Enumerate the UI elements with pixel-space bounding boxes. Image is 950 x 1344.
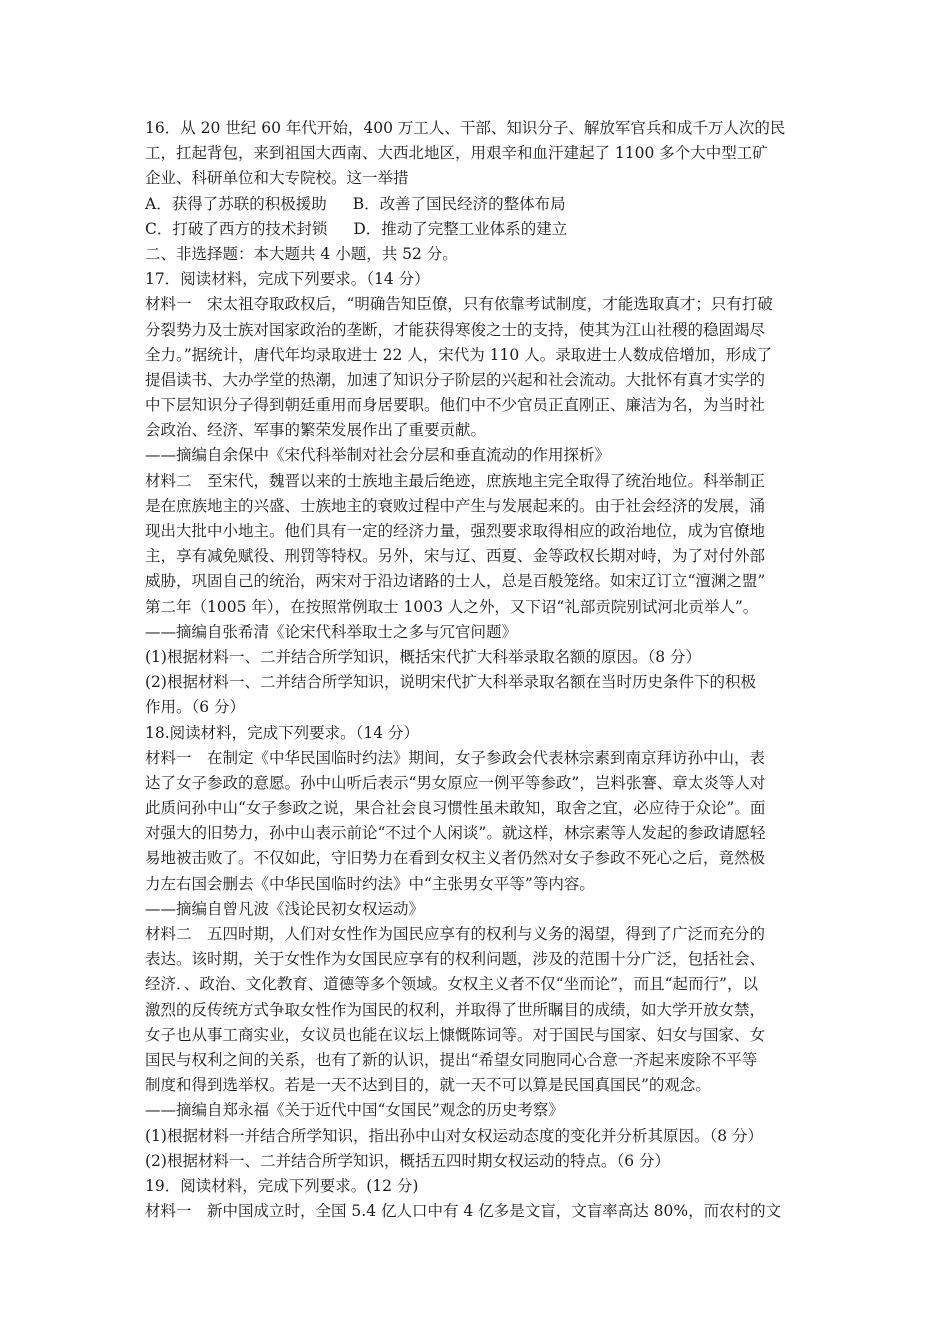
q18-material2-line: 经济．、政治、文化教育、道德等多个领域。女权主义者不仅“坐而论”，而且“起而行”，以 [145,975,758,994]
q16-stem-line: 工，扛起背包，来到祖国大西南、大西北地区，用艰辛和血汗建起了 1100 多个大中型工矿 [145,144,768,163]
q18-material1-line: 此质问孙中山“女子参政之说，果合社会良习惯性虽未敢知，取舍之宜，必应待于众论”。面 [145,799,766,818]
q17-material2-line: 材料二 至宋代，魏晋以来的士族地主最后绝迹，庶族地主完全取得了统治地位。科举制正 [145,471,766,490]
q16-option-a: A．获得了苏联的积极援助 [145,194,327,213]
page-content [145,116,845,1224]
q17-title: 17．阅读材料，完成下列要求。（14 分） [145,270,430,289]
q19-title: 19．阅读材料，完成下列要求。(12 分) [145,1176,419,1195]
q17-material1-line: 分裂势力及士族对国家政治的垄断，才能获得寒俊之士的支持，使其为江山社稷的稳固竭尽 [145,320,766,339]
q17-material2-line: 威胁，巩固自己的统治，两宋对于沿边诸路的士人，总是百般笼络。如宋辽订立“澶渊之盟” [145,572,766,591]
q17-material1-line: 全力。”据统计，唐代年均录取进士 22 人，宋代为 110 人。录取进士人数成倍增加，形成了 [145,345,773,364]
q17-material1-line: 提倡读书、大办学堂的热潮，加速了知识分子阶层的兴起和社会流动。大批怀有真才实学的 [145,370,766,389]
q18-material2-line: 表达。该时期，关于女性作为女国民应享有的权利问题，涉及的范围十分广泛，包括社会、 [145,950,766,969]
q18-material1-line: 对强大的旧势力，孙中山表示前论“不过个人闲谈”。就这样，林宗素等人发起的参政请愿轻 [145,824,766,843]
q18-requirement-1: (1)根据材料一并结合所学知识，指出孙中山对女权运动态度的变化并分析其原因。（8 分） [145,1126,763,1145]
q17-material1-line: 中下层知识分子得到朝廷重用而身居要职。他们中不少官员正直刚正、廉洁为名，为当时社 [145,396,766,415]
q16-option-b: B．改善了国民经济的整体布局 [352,194,566,213]
q17-material1-line: 会政治、经济、军事的繁荣发展作出了重要贡献。 [145,421,487,440]
q18-material1-line: 材料一 在制定《中华民国临时约法》期间，女子参政会代表林宗素到南京拜访孙中山，表 [145,748,766,767]
q18-title: 18.阅读材料，完成下列要求。（14 分） [145,723,420,742]
q17-material2-line: 第二年（1005 年），在按照常例取士 1003 人之外，又下诏“礼部贡院别试河北贡举人”。 [145,597,759,616]
q16-options-cd [145,217,845,242]
q17-material2-line: 主，享有减免赋役、刑罚等特权。另外，宋与辽、西夏、金等政权长期对峙，为了对付外部 [145,547,766,566]
q18-material2-line: 女子也从事工商实业，女议员也能在议坛上慷慨陈词等。对于国民与国家、妇女与国家、女 [145,1025,766,1044]
q16-stem-line: 企业、科研单位和大专院校。这一举措 [145,169,409,188]
q16-option-d: D．推动了完整工业体系的建立 [353,219,568,238]
q16-stem-line: 16．从 20 世纪 60 年代开始，400 万工人、干部、知识分子、解放军官兵和成千万人次的民 [145,119,786,137]
q18-source1: ——摘编自曾凡波《浅论民初女权运动》 [145,899,425,918]
q18-material1-line: 力左右国会删去《中华民国临时约法》中“主张男女平等”等内容。 [145,874,595,893]
q17-material2-line: 现出大批中小地主。他们具有一定的经济力量，强烈要求取得相应的政治地位，成为官僚地 [145,522,766,540]
q18-material1-line: 达了女子参政的意愿。孙中山听后表示“男女原应一例平等参政”，岂料张謇、章太炎等人对 [145,773,766,792]
q16-option-c: C．打破了西方的技术封锁 [145,219,328,238]
q19-material1-line: 材料一 新中国成立时，全国 5.4 亿人口中有 4 亿多是文盲，文盲率高达 80%，而农村的文 [145,1202,782,1221]
q16-options-ab [145,192,845,217]
q18-material2-line: 激烈的反传统方式争取女性作为国民的权利，并取得了世所瞩目的成绩，如大学开放女禁， [145,1000,766,1019]
q18-requirement-2: (2)根据材料一、二并结合所学知识，概括五四时期女权运动的特点。（6 分） [145,1151,670,1170]
q17-requirement-1: (1)根据材料一、二并结合所学知识，概括宋代扩大科举录取名额的原因。（8 分） [145,647,701,666]
section2-heading: 二、非选择题：本大题共 4 小题，共 52 分。 [145,244,458,263]
q17-source1: ——摘编自余保中《宋代科举制对社会分层和垂直流动的作用探析》 [145,446,611,465]
q18-material2-line: 制度和得到选举权。若是一天不达到目的，就一天不可以算是民国真国民”的观念。 [145,1076,711,1095]
q18-material2-line: 国民与权利之间的关系，也有了新的认识，提出“希望女同胞同心合意一齐起来废除不平等 [145,1050,758,1069]
q17-requirement-2-cont: 作用。（6 分） [145,698,246,717]
q18-source2: ——摘编自郑永福《关于近代中国“女国民”观念的历史考察》 [145,1101,564,1120]
q18-material2-line: 材料二 五四时期，人们对女性作为国民应享有的权利与义务的渴望，得到了广泛而充分的 [145,925,766,943]
q18-material1-line: 易地被击败了。不仅如此，守旧势力在看到女权主义者仍然对女子参政不死心之后，竟然极 [145,849,766,868]
q17-material2-line: 是在庶族地主的兴盛、士族地主的衰败过程中产生与发展起来的。由于社会经济的发展，涌 [145,496,766,515]
q17-requirement-2: (2)根据材料一、二并结合所学知识，说明宋代扩大科举录取名额在当时历史条件下的积极 [145,673,756,692]
q17-material1-line: 材料一 宋太祖夺取政权后，“明确告知臣僚，只有依靠考试制度，才能选取真才；只有打破 [145,295,773,314]
q17-source2: ——摘编自张希清《论宋代科举取士之多与冗官问题》 [145,622,518,641]
